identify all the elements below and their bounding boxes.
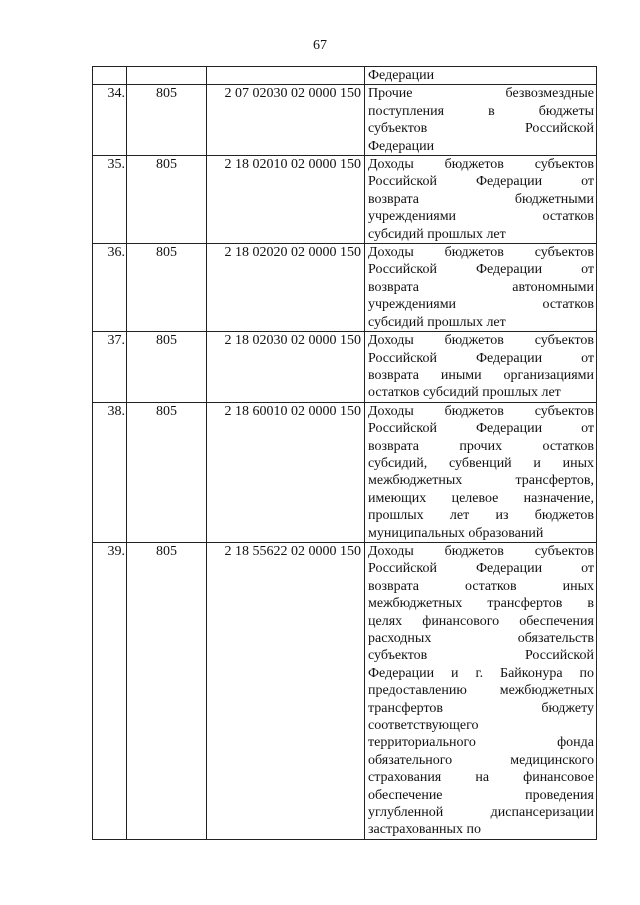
income-codes-table: [92, 66, 597, 840]
budget-classification-code-cell: 2 18 60010 02 0000 150: [207, 402, 365, 542]
row-number-cell: 34.: [93, 85, 127, 156]
income-name-line: Российской Федерации от: [368, 350, 594, 366]
income-name-line: Российской Федерации от: [368, 262, 594, 278]
table-row: [93, 85, 597, 156]
income-name-line: учреждениями остатков: [368, 209, 594, 225]
admin-code-cell: 805: [127, 156, 207, 244]
income-name-line: возврата иными организациями: [368, 367, 594, 383]
table-row: [93, 244, 597, 332]
income-name-line: субсидий прошлых лет: [368, 226, 506, 242]
income-name-line: Федерации: [368, 68, 435, 83]
income-name-line: обеспечение проведения: [368, 787, 594, 803]
income-name-line: Доходы бюджетов субъектов: [368, 403, 594, 419]
row-number-cell: [93, 67, 127, 85]
row-number-cell: 36.: [93, 244, 127, 332]
row-number-cell: 35.: [93, 156, 127, 244]
income-name-line: трансфертов бюджету: [368, 700, 594, 716]
budget-classification-code-cell: 2 18 02010 02 0000 150: [207, 156, 365, 244]
income-name-line: поступления в бюджеты: [368, 103, 594, 119]
income-name-line: межбюджетных трансфертов,: [368, 473, 594, 489]
income-name-line: соответствующего: [368, 718, 479, 734]
income-name-line: прошлых лет из бюджетов: [368, 508, 594, 524]
income-name-line: муниципальных образований: [368, 525, 544, 541]
income-name-cell: [365, 156, 597, 244]
income-name-line: субсидий прошлых лет: [368, 314, 506, 330]
budget-classification-code-cell: 2 18 02020 02 0000 150: [207, 244, 365, 332]
income-name-line: застрахованных по: [368, 822, 481, 838]
income-name-line: Доходы бюджетов субъектов: [368, 543, 594, 559]
admin-code-cell: 805: [127, 332, 207, 403]
income-name-line: возврата бюджетными: [368, 191, 594, 207]
income-name-line: Федерации: [368, 138, 435, 154]
income-name-line: Российской Федерации от: [368, 561, 594, 577]
income-name-line: предоставлению межбюджетных: [368, 683, 594, 699]
income-name-line: Доходы бюджетов субъектов: [368, 245, 594, 261]
income-name-line: углубленной диспансеризации: [368, 805, 594, 821]
income-name-line: остатков субсидий прошлых лет: [368, 385, 561, 401]
income-name-line: субъектов Российской: [368, 648, 594, 664]
budget-classification-code-cell: 2 18 02030 02 0000 150: [207, 332, 365, 403]
admin-code-cell: 805: [127, 402, 207, 542]
budget-classification-code-cell: [207, 67, 365, 85]
income-name-line: межбюджетных трансфертов в: [368, 596, 594, 612]
income-name-cell: [365, 244, 597, 332]
row-number-cell: 38.: [93, 402, 127, 542]
income-name-line: Федерации и г. Байконура по: [368, 665, 594, 681]
income-name-line: Доходы бюджетов субъектов: [368, 333, 594, 349]
income-name-line: обязательного медицинского: [368, 752, 594, 768]
page-number: 67: [313, 38, 327, 53]
income-name-line: целях финансового обеспечения: [368, 613, 594, 629]
income-name-line: Прочие безвозмездные: [368, 86, 594, 102]
income-name-line: территориального фонда: [368, 735, 594, 751]
admin-code-cell: 805: [127, 542, 207, 839]
income-name-line: Российской Федерации от: [368, 421, 594, 437]
income-name-line: возврата прочих остатков: [368, 438, 594, 454]
income-name-line: Доходы бюджетов субъектов: [368, 157, 594, 173]
income-name-line: возврата автономными: [368, 279, 594, 295]
budget-classification-code-cell: 2 07 02030 02 0000 150: [207, 85, 365, 156]
income-name-line: субсидий, субвенций и иных: [368, 455, 594, 471]
income-name-cell: [365, 85, 597, 156]
budget-classification-code-cell: 2 18 55622 02 0000 150: [207, 542, 365, 839]
income-name-line: возврата остатков иных: [368, 578, 594, 594]
income-name-cell: [365, 332, 597, 403]
table-row: [93, 156, 597, 244]
row-number-cell: 37.: [93, 332, 127, 403]
income-name-cell: [365, 542, 597, 839]
income-name-line: субъектов Российской: [368, 121, 594, 137]
table-row: [93, 67, 597, 85]
income-name-cell: [365, 67, 597, 85]
income-name-line: расходных обязательств: [368, 631, 594, 646]
admin-code-cell: 805: [127, 85, 207, 156]
income-name-line: учреждениями остатков: [368, 297, 594, 313]
table-body: [93, 67, 597, 840]
income-name-line: имеющих целевое назначение,: [368, 490, 594, 506]
table-row: [93, 542, 597, 839]
admin-code-cell: [127, 67, 207, 85]
row-number-cell: 39.: [93, 542, 127, 839]
table-row: [93, 402, 597, 542]
table-row: [93, 332, 597, 403]
admin-code-cell: 805: [127, 244, 207, 332]
income-name-line: страхования на финансовое: [368, 770, 594, 786]
income-name-cell: [365, 402, 597, 542]
income-name-line: Российской Федерации от: [368, 174, 594, 190]
